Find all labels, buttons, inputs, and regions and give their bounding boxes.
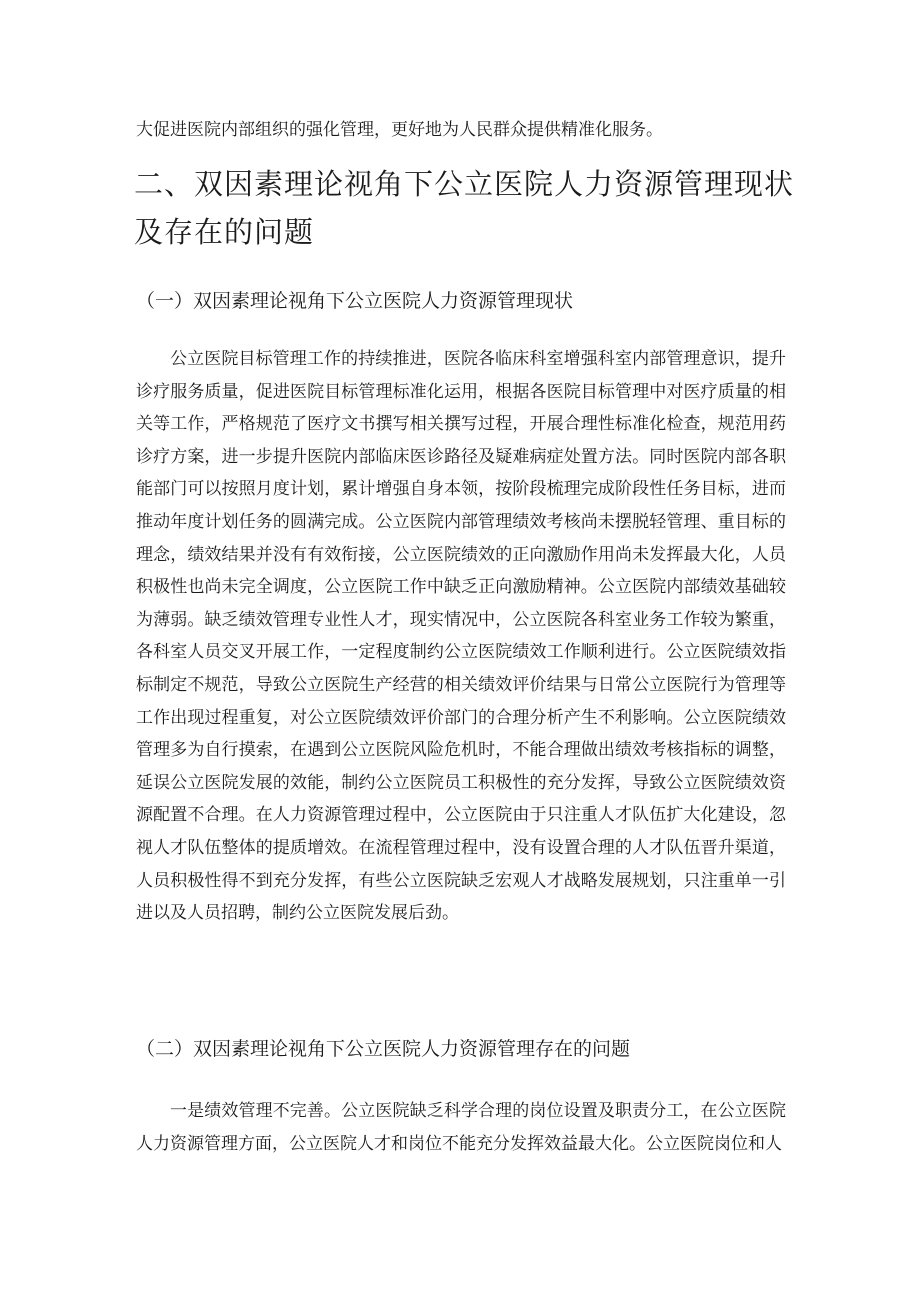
subsection-title-1: （一）双因素理论视角下公立医院人力资源管理现状 bbox=[136, 290, 574, 312]
subsection-title-2: （二）双因素理论视角下公立医院人力资源管理存在的问题 bbox=[136, 1038, 631, 1060]
body-paragraph-2: 一是绩效管理不完善。公立医院缺乏科学合理的岗位设置及职责分工，在公立医院人力资源管理方面，公立医院人才和岗位不能充分发挥效益最大化。公立医院岗位和人 bbox=[136, 1101, 786, 1154]
lead-text: 大促进医院内部组织的强化管理，更好地为人民群众提供精准化服务。 bbox=[136, 120, 663, 140]
body-paragraph-1: 公立医院目标管理工作的持续推进，医院各临床科室增强科室内部管理意识，提升诊疗服务质量，促进医院目标管理标准化运用，根据各医院目标管理中对医疗质量的相关等工作，严格规范了医疗文书撰写相关撰写过程，开展合理性标准化检查，规范用药诊疗方案，进一步提升医院内部临床医诊路径及疑难病症处置方法。同时医院内部各职能部门可以按照月度计划，累计增强自身本领，按阶段梳理完成阶段性任务目标，进而推动年度计划任务的圆满完成。公立医院内部管理绩效考核尚未摆脱轻管理、重目标的理念，绩效结果并没有有效衔接，公立医院绩效的正向激励作用尚未发挥最大化，人员积极性也尚未完全调度，公立医院工作中缺乏正向激励精神。公立医院内部绩效基础较为薄弱。缺乏绩效管理专业性人才，现实情况中，公立医院各科室业务工作较为繁重，各科室人员交叉开展工作，一定程度制约公立医院绩效工作顺利进行。公立医院绩效指标制定不规范，导致公立医院生产经营的相关绩效评价结果与日常公立医院行为管理等工作出现过程重复，对公立医院绩效评价部门的合理分析产生不利影响。公立医院绩效管理多为自行摸索，在遇到公立医院风险危机时，不能合理做出绩效考核指标的调整，延误公立医院发展的效能，制约公立医院员工积极性的充分发挥，导致公立医院绩效资源配置不合理。在人力资源管理过程中，公立医院由于只注重人才队伍扩大化建设，忽视人才队伍整体的提质增效。在流程管理过程中，没有设置合理的人才队伍晋升渠道，人员积极性得不到充分发挥，有些公立医院缺乏宏观人才战略发展规划，只注重单一引进以及人员招聘，制约公立医院发展后劲。 bbox=[136, 349, 786, 924]
section-heading: 二、双因素理论视角下公立医院人力资源管理现状及存在的问题 bbox=[134, 167, 795, 249]
